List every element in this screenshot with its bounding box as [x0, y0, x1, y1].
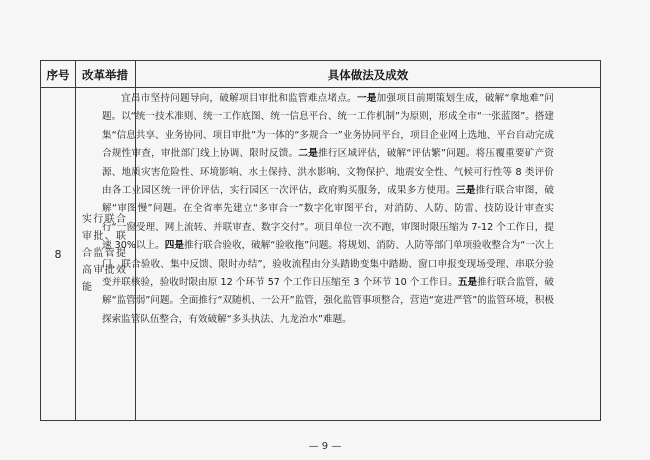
item-marker: 三是	[455, 185, 476, 197]
column-divider	[75, 61, 76, 420]
detail-segment: 推行联合审图，破解“审图慢”问题。在全省率先建立“多审合一”数字化审图平台，对消防、人防、防雷、技防设计审查实行“一窗受理、网上流转、并联审查、数字交付”。项目单位一次不跑，审图时限压缩为 7-12 个工作日，提速 30%以上。	[102, 185, 555, 252]
detail-segment: 加强项目前期策划生成，破解“拿地难”问题。以“统一技术准则、统一工作底图、统一信息平台、统一工作机制”为原则，形成全市“一张蓝图”。搭建集“信息共享、业务协同、项目审批”为一体的“多规合一”业务协同平台，项目企业网上选地、平台自动完成合规性审查，审批部门线上协调、限时反馈。	[102, 93, 555, 160]
item-marker: 二是	[298, 148, 319, 160]
header-seq: 序号	[46, 67, 70, 82]
detail-segment: 宜昌市坚持问题导向，破解项目审批和监管难点堵点。	[121, 93, 357, 104]
page-number: — 9 —	[308, 441, 342, 452]
item-marker: 五是	[457, 277, 478, 289]
row-seq-number: 8	[54, 248, 62, 261]
detail-segment: 推行区域评估，破解“评估繁”问题。将压覆重要矿产资源、地质灾害危险性、环境影响、水土保持、洪水影响、文物保护、地震安全性、气候可行性等 8 类评价由各工业园区统一评价评估，实行园区一次评估，政府购买服务，成果多方使用。	[102, 148, 555, 197]
row-measure-text: 实行联合审批、联合监管提高审批效能	[82, 214, 126, 293]
detail-segment: 推行联合监管，破解“监管弱”问题。全面推行“双随机、一公开”监管，强化监管事项整合，营造“宽进严管”的监管环境，积极探索监管队伍整合，有效破解“多头执法、九龙治水”难题。	[102, 277, 555, 325]
item-marker: 一是	[357, 93, 377, 104]
header-details: 具体做法及成效	[327, 67, 409, 82]
detail-segment: 推行联合验收，破解“验收拖”问题。将规划、消防、人防等部门单项验收整合为“一次上门、联合验收、集中反馈、限时办结”，验收流程由分头踏勘变集中踏勘、窗口申报变现场受理、串联分验变并联核验，验收时限由原 12 个环节 57 个工作日压缩至 3 个环节 10 个工作日。	[102, 240, 555, 289]
header-measure: 改革举措	[82, 67, 128, 82]
item-marker: 四是	[164, 240, 184, 252]
table-header	[41, 61, 600, 88]
row-details-text	[102, 90, 554, 329]
